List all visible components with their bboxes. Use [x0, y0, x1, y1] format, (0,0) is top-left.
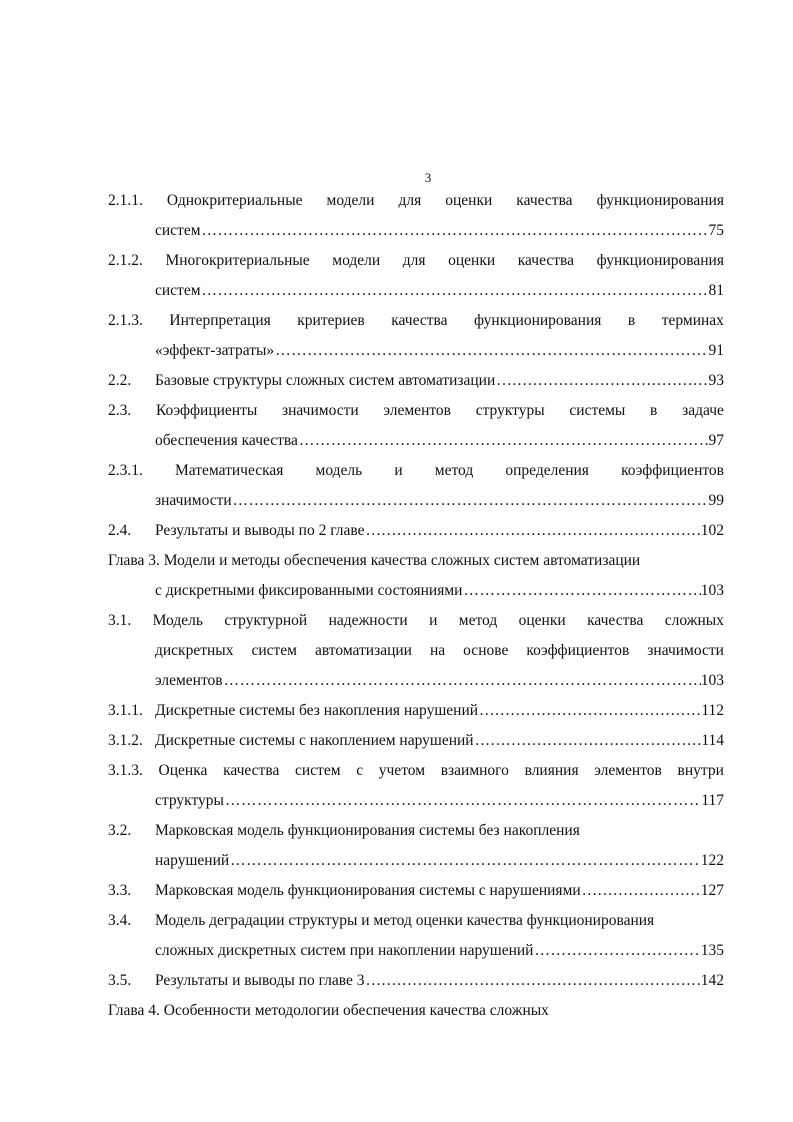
leader-dots	[274, 336, 708, 366]
toc-word: оценки	[448, 252, 496, 269]
toc-word: структурной	[224, 612, 308, 629]
toc-entry-number: 3.4.	[108, 912, 132, 929]
leader-dots	[224, 786, 701, 816]
toc-word: качества	[391, 312, 448, 329]
toc-word: Модель	[152, 612, 203, 629]
toc-entry-text: Базовые структуры сложных систем автоматизации	[155, 372, 496, 389]
leader-dots	[298, 426, 709, 456]
toc-word: для	[398, 192, 422, 209]
toc-entry-number: 2.1.3.	[108, 312, 143, 329]
toc-page-number: 75	[708, 222, 724, 239]
leader-dots	[232, 486, 709, 516]
toc-word: задаче	[682, 402, 724, 419]
toc-word: качества	[516, 192, 573, 209]
toc-entry-line	[108, 306, 724, 336]
toc-word: модели	[326, 192, 375, 209]
toc-word: и	[429, 612, 438, 629]
toc-word: структуры	[475, 402, 545, 419]
toc-entry-line	[108, 606, 724, 636]
leader-dots	[462, 576, 700, 606]
toc-entry-line	[108, 756, 724, 786]
toc-entry-3-1-1	[108, 696, 724, 726]
leader-dots	[201, 276, 709, 306]
toc-entry-3-5	[108, 966, 724, 996]
toc-page-number: 122	[700, 852, 724, 869]
toc-word: в	[650, 402, 658, 419]
toc-entry-line	[108, 696, 724, 726]
toc-word: оценки	[445, 192, 493, 209]
leader-dots	[223, 666, 701, 696]
toc-word: оценки	[518, 612, 566, 629]
toc-entry-text: систем	[155, 222, 201, 239]
toc-word: значимости	[282, 402, 359, 419]
toc-entry-text: с дискретными фиксированными состояниями	[155, 582, 463, 599]
toc-chapter-4	[108, 996, 724, 1026]
toc-page-number: 103	[700, 582, 724, 599]
toc-entry-3-2	[108, 816, 724, 876]
leader-dots	[201, 216, 709, 246]
toc-entry-continuation	[108, 846, 724, 876]
toc-entry-text: Модель деградации структуры и метод оценки качества функционирования	[155, 912, 655, 929]
toc-entry-3-1	[108, 606, 724, 696]
toc-page-number: 99	[708, 492, 724, 509]
toc-entry-line	[108, 186, 724, 216]
toc-word: значимости	[647, 642, 724, 659]
toc-word: модель	[315, 462, 363, 479]
toc-entry-2-2	[108, 366, 724, 396]
toc-entry-line	[108, 246, 724, 276]
toc-word: автоматизации	[315, 642, 412, 659]
leader-dots	[474, 726, 702, 756]
toc-entry-line	[108, 396, 724, 426]
toc-page-number: 103	[700, 672, 724, 689]
leader-dots	[365, 966, 701, 996]
toc-entry-line	[108, 906, 724, 936]
toc-word: модели	[332, 252, 381, 269]
toc-entry-line	[108, 816, 724, 846]
toc-entry-line	[108, 726, 724, 756]
toc-page-number: 93	[708, 372, 724, 389]
toc-entry-2-3-1	[108, 456, 724, 516]
toc-word: Оценка	[158, 762, 208, 779]
toc-chapter-title: Глава 3. Модели и методы обеспечения качества сложных систем автоматизации	[108, 552, 641, 569]
toc-entry-number: 2.3.	[108, 402, 132, 419]
page-number: 3	[424, 170, 432, 185]
toc-entry-number: 3.1.	[108, 612, 132, 629]
toc-word: качества	[223, 762, 280, 779]
toc-word: систем	[251, 642, 297, 659]
toc-word: коэффициентов	[621, 462, 724, 479]
toc-word: систем	[295, 762, 341, 779]
toc-word: внутри	[677, 762, 724, 779]
toc-entry-line	[108, 366, 724, 396]
toc-word: Интерпретация	[169, 312, 271, 329]
toc-entry-number: 3.3.	[108, 882, 132, 899]
toc-entry-2-4	[108, 516, 724, 546]
toc-entry-continuation	[108, 486, 724, 516]
toc-word: элементов	[594, 762, 662, 779]
toc-word: влияния	[524, 762, 579, 779]
toc-entry-text: обеспечения качества	[155, 432, 298, 449]
toc-word: сложных	[664, 612, 724, 629]
toc-entry-text: Результаты и выводы по главе 3	[155, 972, 365, 989]
toc-entry-text: «эффект-затраты»	[155, 342, 275, 359]
toc-page-number: 135	[700, 942, 724, 959]
leader-dots	[533, 936, 700, 966]
toc-word: с	[356, 762, 364, 779]
toc-word: функционирования	[596, 192, 724, 209]
toc-entry-number: 3.5.	[108, 972, 132, 989]
toc-word: системы	[569, 402, 626, 419]
toc-entry-continuation	[108, 666, 724, 696]
toc-entry-text: сложных дискретных систем при накоплении нарушений	[155, 942, 534, 959]
toc-word: метод	[458, 612, 498, 629]
toc-entry-text: Дискретные системы с накоплением нарушений	[155, 732, 474, 749]
toc-chapter-3	[108, 546, 724, 606]
toc-entry-number: 3.1.3.	[108, 762, 143, 779]
toc-page-number: 102	[700, 522, 724, 539]
toc-page-number: 127	[700, 882, 724, 899]
toc-entry-continuation	[108, 936, 724, 966]
toc-entry-line	[108, 636, 724, 666]
toc-word: качества	[587, 612, 644, 629]
toc-entry-2-1-3	[108, 306, 724, 366]
toc-word: Математическая	[175, 462, 284, 479]
toc-entry-3-4	[108, 906, 724, 966]
toc-word: функционирования	[474, 312, 602, 329]
toc-word: взаимного	[440, 762, 509, 779]
toc-page-number: 114	[701, 732, 724, 749]
toc-page-number: 81	[708, 282, 724, 299]
toc-entry-continuation	[108, 216, 724, 246]
toc-entry-continuation	[108, 426, 724, 456]
toc-entry-3-1-2	[108, 726, 724, 756]
toc-page-number: 112	[701, 702, 724, 719]
table-of-contents	[108, 186, 724, 1026]
leader-dots	[581, 876, 701, 906]
toc-entry-text: нарушений	[155, 852, 230, 869]
toc-word: функционирования	[596, 252, 724, 269]
toc-word: учетом	[378, 762, 426, 779]
leader-dots	[478, 696, 701, 726]
toc-page-number: 117	[701, 792, 724, 809]
toc-word: на	[429, 642, 446, 659]
toc-entry-text: структуры	[155, 792, 224, 809]
toc-entry-number: 2.4.	[108, 522, 132, 539]
toc-word: надежности	[328, 612, 408, 629]
toc-page-number: 97	[708, 432, 724, 449]
toc-word: качества	[517, 252, 574, 269]
toc-word: Многокритериальные	[165, 252, 310, 269]
toc-entry-continuation	[108, 276, 724, 306]
toc-entry-number: 2.3.1.	[108, 462, 143, 479]
toc-page-number: 142	[700, 972, 724, 989]
toc-entry-text: Результаты и выводы по 2 главе	[155, 522, 365, 539]
toc-entry-number: 3.1.1.	[108, 702, 143, 719]
leader-dots	[229, 846, 701, 876]
toc-word: в	[627, 312, 636, 329]
toc-entry-number: 2.2.	[108, 372, 132, 389]
toc-word: элементов	[383, 402, 451, 419]
toc-entry-line	[108, 456, 724, 486]
toc-entry-2-3	[108, 396, 724, 456]
toc-word: коэффициентов	[526, 642, 630, 659]
toc-entry-line	[108, 516, 724, 546]
toc-entry-2-1-1	[108, 186, 724, 246]
toc-entry-text: элементов	[155, 672, 223, 689]
toc-entry-text: значимости	[155, 492, 232, 509]
toc-word: Коэффициенты	[155, 402, 258, 419]
toc-entry-number: 2.1.2.	[108, 252, 143, 269]
toc-entry-continuation	[108, 786, 724, 816]
toc-entry-3-1-3	[108, 756, 724, 816]
toc-entry-continuation	[108, 336, 724, 366]
leader-dots	[365, 516, 701, 546]
toc-entry-text: Марковская модель функционирования системы без накопления	[155, 822, 580, 839]
toc-entry-2-1-2	[108, 246, 724, 306]
toc-entry-text: Марковская модель функционирования системы с нарушениями	[155, 882, 581, 899]
toc-word: определения	[505, 462, 589, 479]
leader-dots	[495, 366, 708, 396]
toc-word: терминах	[661, 312, 724, 329]
toc-entry-continuation	[108, 576, 724, 606]
toc-entry-line	[108, 876, 724, 906]
toc-word: основе	[463, 642, 509, 659]
toc-entry-text: систем	[155, 282, 201, 299]
toc-word: критериев	[297, 312, 365, 329]
toc-entry-line	[108, 966, 724, 996]
toc-entry-text: Дискретные системы без накопления нарушений	[155, 702, 479, 719]
toc-word: для	[402, 252, 426, 269]
toc-entry-number: 3.1.2.	[108, 732, 143, 749]
toc-word: дискретных	[155, 642, 234, 659]
toc-word: метод	[434, 462, 474, 479]
toc-chapter-title: Глава 4. Особенности методологии обеспечения качества сложных	[108, 1002, 549, 1019]
toc-page-number: 91	[708, 342, 724, 359]
toc-entry-number: 2.1.1.	[108, 192, 143, 209]
toc-word: Однокритериальные	[166, 192, 303, 209]
toc-entry-number: 3.2.	[108, 822, 132, 839]
toc-entry-3-3	[108, 876, 724, 906]
toc-word: и	[394, 462, 403, 479]
